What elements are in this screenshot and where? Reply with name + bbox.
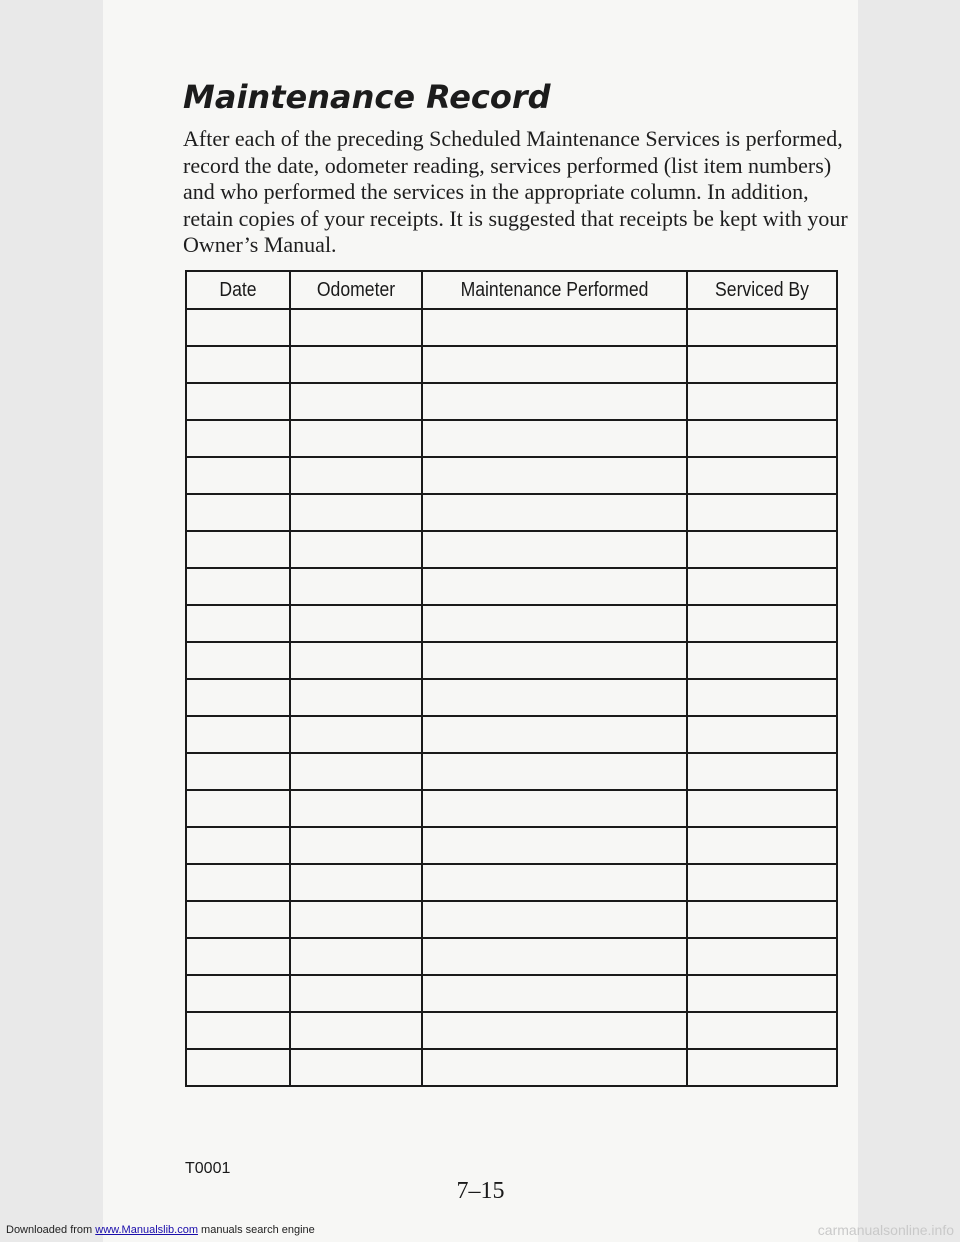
cell-maintenance-performed [422,938,687,975]
cell-odometer [290,1012,422,1049]
cell-date [186,901,290,938]
figure-code: T0001 [185,1160,231,1177]
cell-date [186,864,290,901]
cell-serviced-by [687,679,837,716]
watermark-prefix: Downloaded from [6,1224,96,1236]
cell-maintenance-performed [422,642,687,679]
cell-date [186,531,290,568]
table-row [186,679,837,716]
cell-serviced-by [687,975,837,1012]
cell-odometer [290,457,422,494]
cell-date [186,716,290,753]
header-odometer: Odometer [298,271,414,309]
cell-date [186,346,290,383]
cell-serviced-by [687,309,837,346]
cell-odometer [290,605,422,642]
header-maintenance-performed: Maintenance Performed [438,271,671,309]
cell-maintenance-performed [422,975,687,1012]
cell-maintenance-performed [422,309,687,346]
manualslib-link[interactable]: www.Manualslib.com [95,1224,198,1236]
table-row [186,901,837,938]
page-number: 7–15 [456,1178,505,1204]
cell-date [186,420,290,457]
table-row [186,420,837,457]
cell-serviced-by [687,605,837,642]
cell-maintenance-performed [422,346,687,383]
cell-serviced-by [687,531,837,568]
cell-odometer [290,346,422,383]
table-row [186,827,837,864]
cell-odometer [290,309,422,346]
cell-serviced-by [687,1049,837,1086]
cell-odometer [290,568,422,605]
cell-maintenance-performed [422,605,687,642]
cell-odometer [290,827,422,864]
cell-odometer [290,753,422,790]
table-row [186,642,837,679]
cell-date [186,938,290,975]
table-row [186,975,837,1012]
cell-serviced-by [687,901,837,938]
cell-date [186,642,290,679]
cell-date [186,975,290,1012]
cell-serviced-by [687,457,837,494]
cell-serviced-by [687,346,837,383]
cell-odometer [290,420,422,457]
watermark-suffix: manuals search engine [197,1224,315,1236]
cell-date [186,1012,290,1049]
table-row [186,1012,837,1049]
table-row [186,457,837,494]
cell-serviced-by [687,827,837,864]
cell-maintenance-performed [422,420,687,457]
table-row [186,864,837,901]
cell-date [186,309,290,346]
cell-date [186,827,290,864]
download-watermark [6,1224,315,1236]
table-row [186,383,837,420]
cell-serviced-by [687,1012,837,1049]
table-row [186,1049,837,1086]
cell-odometer [290,975,422,1012]
cell-serviced-by [687,716,837,753]
table-row [186,790,837,827]
cell-serviced-by [687,494,837,531]
table-row [186,531,837,568]
manual-page [103,0,858,1242]
cell-serviced-by [687,568,837,605]
cell-maintenance-performed [422,901,687,938]
cell-maintenance-performed [422,679,687,716]
cell-serviced-by [687,938,837,975]
intro-paragraph: After each of the preceding Scheduled Maintenance Services is performed, record the date, odometer reading, services performed (list item numbers) and who performed the services in the appropriate column. In addition, retain copies of your receipts. It is suggested that receipts be kept with your Owner’s Manual. [183,126,848,257]
cell-date [186,790,290,827]
cell-odometer [290,864,422,901]
cell-maintenance-performed [422,494,687,531]
cell-maintenance-performed [422,790,687,827]
cell-odometer [290,679,422,716]
table-row [186,716,837,753]
cell-maintenance-performed [422,383,687,420]
cell-date [186,679,290,716]
cell-date [186,605,290,642]
cell-odometer [290,494,422,531]
cell-odometer [290,642,422,679]
cell-maintenance-performed [422,568,687,605]
table-header-row [186,271,837,309]
cell-maintenance-performed [422,531,687,568]
cell-serviced-by [687,864,837,901]
cell-odometer [290,531,422,568]
cell-odometer [290,901,422,938]
cell-maintenance-performed [422,753,687,790]
cell-maintenance-performed [422,827,687,864]
cell-maintenance-performed [422,864,687,901]
cell-odometer [290,716,422,753]
cell-serviced-by [687,420,837,457]
cell-maintenance-performed [422,457,687,494]
cell-date [186,383,290,420]
cell-serviced-by [687,753,837,790]
cell-serviced-by [687,383,837,420]
table-body [186,309,837,1086]
cell-maintenance-performed [422,716,687,753]
cell-date [186,494,290,531]
cell-odometer [290,790,422,827]
table-row [186,494,837,531]
cell-date [186,457,290,494]
table-row [186,568,837,605]
maintenance-record-table [185,270,838,1087]
table-row [186,309,837,346]
site-watermark: carmanualsonline.info [817,1222,954,1238]
cell-odometer [290,938,422,975]
cell-odometer [290,383,422,420]
cell-odometer [290,1049,422,1086]
cell-date [186,568,290,605]
page-title: Maintenance Record [183,78,551,116]
cell-maintenance-performed [422,1012,687,1049]
cell-serviced-by [687,790,837,827]
cell-date [186,753,290,790]
table-row [186,753,837,790]
cell-date [186,1049,290,1086]
header-serviced-by: Serviced By [696,271,828,309]
cell-maintenance-performed [422,1049,687,1086]
table-row [186,938,837,975]
table-row [186,346,837,383]
header-date: Date [192,271,284,309]
cell-serviced-by [687,642,837,679]
table-row [186,605,837,642]
